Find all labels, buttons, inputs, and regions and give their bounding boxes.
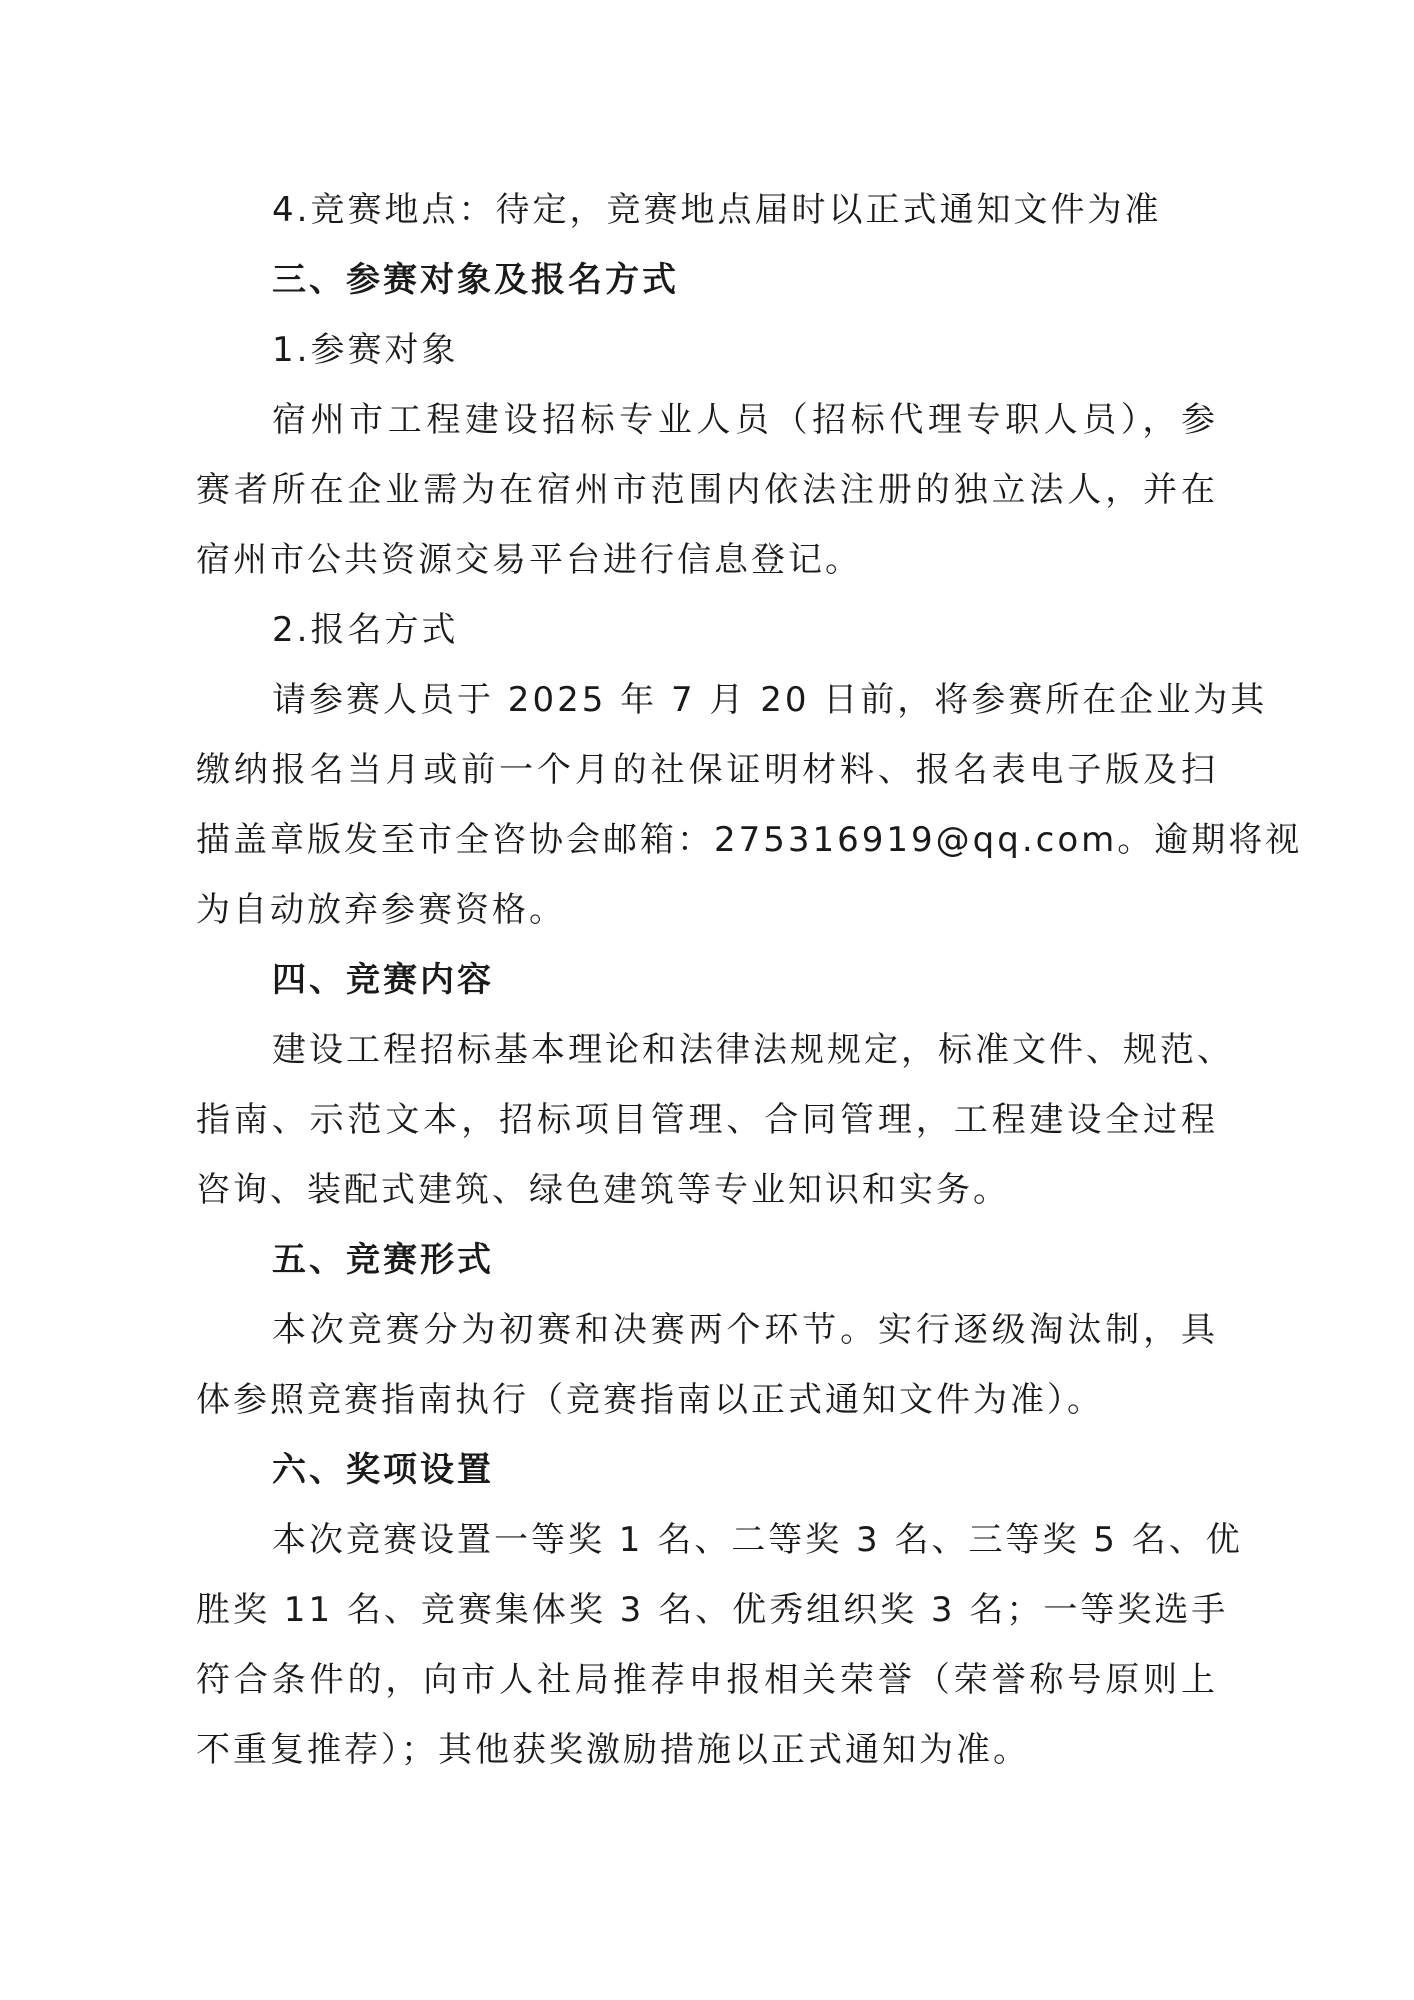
- paragraph-line: 胜奖 11 名、竞赛集体奖 3 名、优秀组织奖 3 名；一等奖选手: [196, 1590, 1229, 1630]
- section-heading-format: 五、竞赛形式: [272, 1240, 494, 1280]
- paragraph-line: 符合条件的，向市人社局推荐申报相关荣誉（荣誉称号原则上: [196, 1660, 1218, 1700]
- paragraph-line: 为自动放弃参赛资格。: [196, 890, 566, 930]
- section-heading-participants: 三、参赛对象及报名方式: [272, 260, 679, 300]
- paragraph-line: 本次竞赛分为初赛和决赛两个环节。实行逐级淘汰制，具: [272, 1310, 1218, 1350]
- paragraph-line: 缴纳报名当月或前一个月的社保证明材料、报名表电子版及扫: [196, 750, 1218, 790]
- venue-paragraph: 4.竞赛地点：待定，竞赛地点届时以正式通知文件为准: [272, 190, 1162, 230]
- paragraph-line: 体参照竞赛指南执行（竞赛指南以正式通知文件为准）。: [196, 1380, 1104, 1420]
- paragraph-line: 本次竞赛设置一等奖 1 名、二等奖 3 名、三等奖 5 名、优: [272, 1520, 1243, 1560]
- subheading-registration: 2.报名方式: [272, 610, 459, 650]
- paragraph-line: 不重复推荐）；其他获奖激励措施以正式通知为准。: [196, 1730, 1030, 1770]
- section-heading-content: 四、竞赛内容: [272, 960, 494, 1000]
- subheading-participants: 1.参赛对象: [272, 330, 459, 370]
- paragraph-line: 建设工程招标基本理论和法律法规规定，标准文件、规范、: [272, 1030, 1234, 1070]
- section-heading-awards: 六、奖项设置: [272, 1450, 494, 1490]
- paragraph-line: 咨询、装配式建筑、绿色建筑等专业知识和实务。: [196, 1170, 1010, 1210]
- paragraph-line: 赛者所在企业需为在宿州市范围内依法注册的独立法人，并在: [196, 470, 1218, 510]
- paragraph-line: 宿州市工程建设招标专业人员（招标代理专职人员），参: [272, 400, 1218, 440]
- document-page: [196, 175, 1303, 1785]
- paragraph-line: 描盖章版发至市全咨协会邮箱：275316919@qq.com。逾期将视: [196, 820, 1303, 860]
- paragraph-line: 指南、示范文本，招标项目管理、合同管理，工程建设全过程: [196, 1100, 1218, 1140]
- paragraph-line: 宿州市公共资源交易平台进行信息登记。: [196, 540, 862, 580]
- paragraph-line: 请参赛人员于 2025 年 7 月 20 日前，将参赛所在企业为其: [272, 680, 1268, 720]
